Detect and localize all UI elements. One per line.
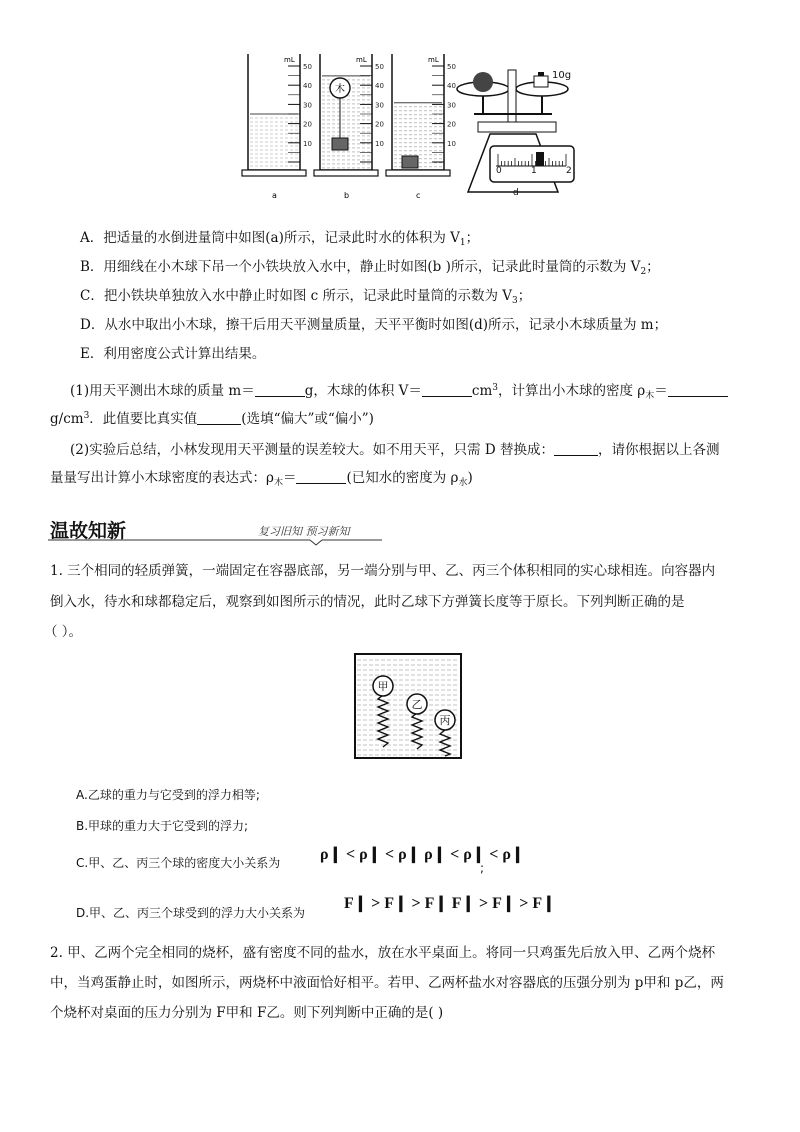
ball-bing-label: 丙 — [439, 714, 451, 727]
question-2-line2: 量量写出计算小木球密度的表达式：$\rho_木=$ (已知水的密度为 $\rho_水$) — [50, 470, 473, 488]
cylinder-unit-label: mL — [356, 56, 367, 64]
cylinder-tick-label: 10 — [447, 139, 456, 148]
ball-label: 木 — [335, 84, 345, 95]
cylinder-tick-label: 20 — [375, 120, 384, 129]
cylinder-tick-label: 30 — [447, 101, 456, 110]
cylinder-tick-label: 10 — [303, 139, 312, 148]
cylinder-tick-label: 50 — [447, 63, 456, 71]
step-c: C．把小铁块单独放入水中静止时如图 c 所示，记录此时量筒的示数为 $V_3$； — [80, 288, 532, 306]
cylinder-b — [314, 54, 384, 200]
problem-1-line2: 倒入水，待水和球都稳定后，观察到如图所示的情况，此时乙球下方弹簧长度等于原长。下列判断正确的是 — [50, 594, 685, 610]
answer-blank[interactable] — [554, 441, 598, 456]
ball-jia-label: 甲 — [377, 680, 389, 693]
problem-1-option-b[interactable]: B.甲球的重力大于它受到的浮力; — [76, 819, 249, 833]
problem-2-line1: 2. 甲、乙两个完全相同的烧杯，盛有密度不同的盐水，放在水平桌面上。将同一只鸡蛋先后放入甲、乙两个烧杯 — [50, 945, 716, 961]
balance-figure — [457, 70, 574, 192]
step-e: E．利用密度公式计算出结果。 — [80, 346, 266, 362]
problem-2-line2: 中，当鸡蛋静止时，如图所示，两烧杯中液面恰好相平。若甲、乙两杯盐水对容器底的压强分别为 p甲和 p乙，两 — [50, 975, 724, 991]
cylinder-c — [386, 54, 456, 200]
experiment-figure — [240, 42, 590, 202]
cylinder-caption: b — [344, 191, 350, 200]
question-1-line1: (1)用天平测出木球的质量 m＝ g，木球的体积 $V= cm^3$，计算出小木球的密度 $\rho_木=$ — [70, 378, 728, 406]
caption-d: d — [513, 188, 519, 198]
problem-1-option-c[interactable]: C.甲、乙、丙三个球的密度大小关系为 — [76, 856, 281, 870]
cylinder-tick-label: 40 — [303, 82, 312, 91]
cylinder-tick-label: 50 — [303, 63, 312, 71]
cylinder-tick-label: 20 — [447, 120, 456, 129]
answer-blank[interactable] — [668, 382, 728, 397]
cylinder-tick-label: 20 — [303, 120, 312, 129]
problem-2-line3: 个烧杯对桌面的压力分别为 F甲和 F乙。则下列判断中正确的是( ) — [50, 1005, 444, 1021]
question-2-line1: (2)实验后总结，小林发现用天平测量的误差较大。如不用天平，只需 D 替换成： ，请你根据以上各测 — [70, 442, 720, 458]
cylinder-tick-label: 40 — [375, 82, 384, 91]
buoyancy-relation: F❙ > F❙ > F❙ F❙ > F❙ > F❙ — [344, 895, 556, 912]
cylinder-unit-label: mL — [428, 56, 439, 64]
cylinder-caption: a — [272, 191, 277, 200]
problem-1-line1: 1. 三个相同的轻质弹簧，一端固定在容器底部，另一端分别与甲、乙、丙三个体积相同的实心球相连。向容器内 — [50, 563, 716, 579]
cylinder-tick-label: 30 — [303, 101, 312, 110]
answer-blank[interactable] — [422, 382, 472, 397]
balance-weight-label: 10g — [552, 70, 572, 81]
answer-blank[interactable] — [197, 410, 241, 425]
problem-1-option-a[interactable]: A.乙球的重力与它受到的浮力相等; — [76, 788, 260, 802]
balance-scale-0: 0 — [496, 166, 502, 176]
cylinder-unit-label: mL — [284, 56, 295, 64]
step-b: B．用细线在小木球下吊一个小铁块放入水中，静止时如图(b )所示，记录此时量筒的示数为 $V_2$； — [80, 259, 660, 277]
section-title: 温故知新 — [50, 520, 127, 542]
spring-container-figure — [353, 650, 465, 762]
question-1-line2: $g/cm^3$．此值要比真实值 (选填“偏大”或“偏小”) — [50, 411, 374, 427]
step-a: A．把适量的水倒进量筒中如图(a)所示，记录此时水的体积为 $V_1$； — [80, 230, 480, 248]
problem-1-option-d[interactable]: D.甲、乙、丙三个球受到的浮力大小关系为 — [76, 906, 306, 920]
problem-1-option-c-end: ; — [480, 861, 485, 875]
balance-scale-2: 2 — [566, 166, 572, 176]
cylinder-tick-label: 40 — [447, 82, 456, 91]
step-d: D．从水中取出小木球，擦干后用天平测量质量，天平平衡时如图(d)所示，记录小木球质量为 m； — [80, 317, 668, 333]
answer-blank[interactable] — [296, 469, 346, 484]
cylinder-tick-label: 50 — [375, 63, 384, 71]
cylinder-caption: c — [416, 191, 421, 200]
density-relation: ρ❙ < ρ❙ < ρ❙ ρ❙ < ρ❙ < ρ❙ — [320, 846, 525, 863]
ball-yi-label: 乙 — [411, 698, 423, 711]
section-subtitle: 复习旧知 预习新知 — [258, 525, 350, 538]
cylinder-a — [242, 54, 312, 200]
answer-blank[interactable] — [255, 382, 305, 397]
cylinder-tick-label: 10 — [375, 139, 384, 148]
balance-scale-1: 1 — [531, 166, 537, 176]
problem-1-line3: （ ）。 — [44, 624, 83, 640]
cylinder-tick-label: 30 — [375, 101, 384, 110]
section-underline — [48, 537, 388, 547]
